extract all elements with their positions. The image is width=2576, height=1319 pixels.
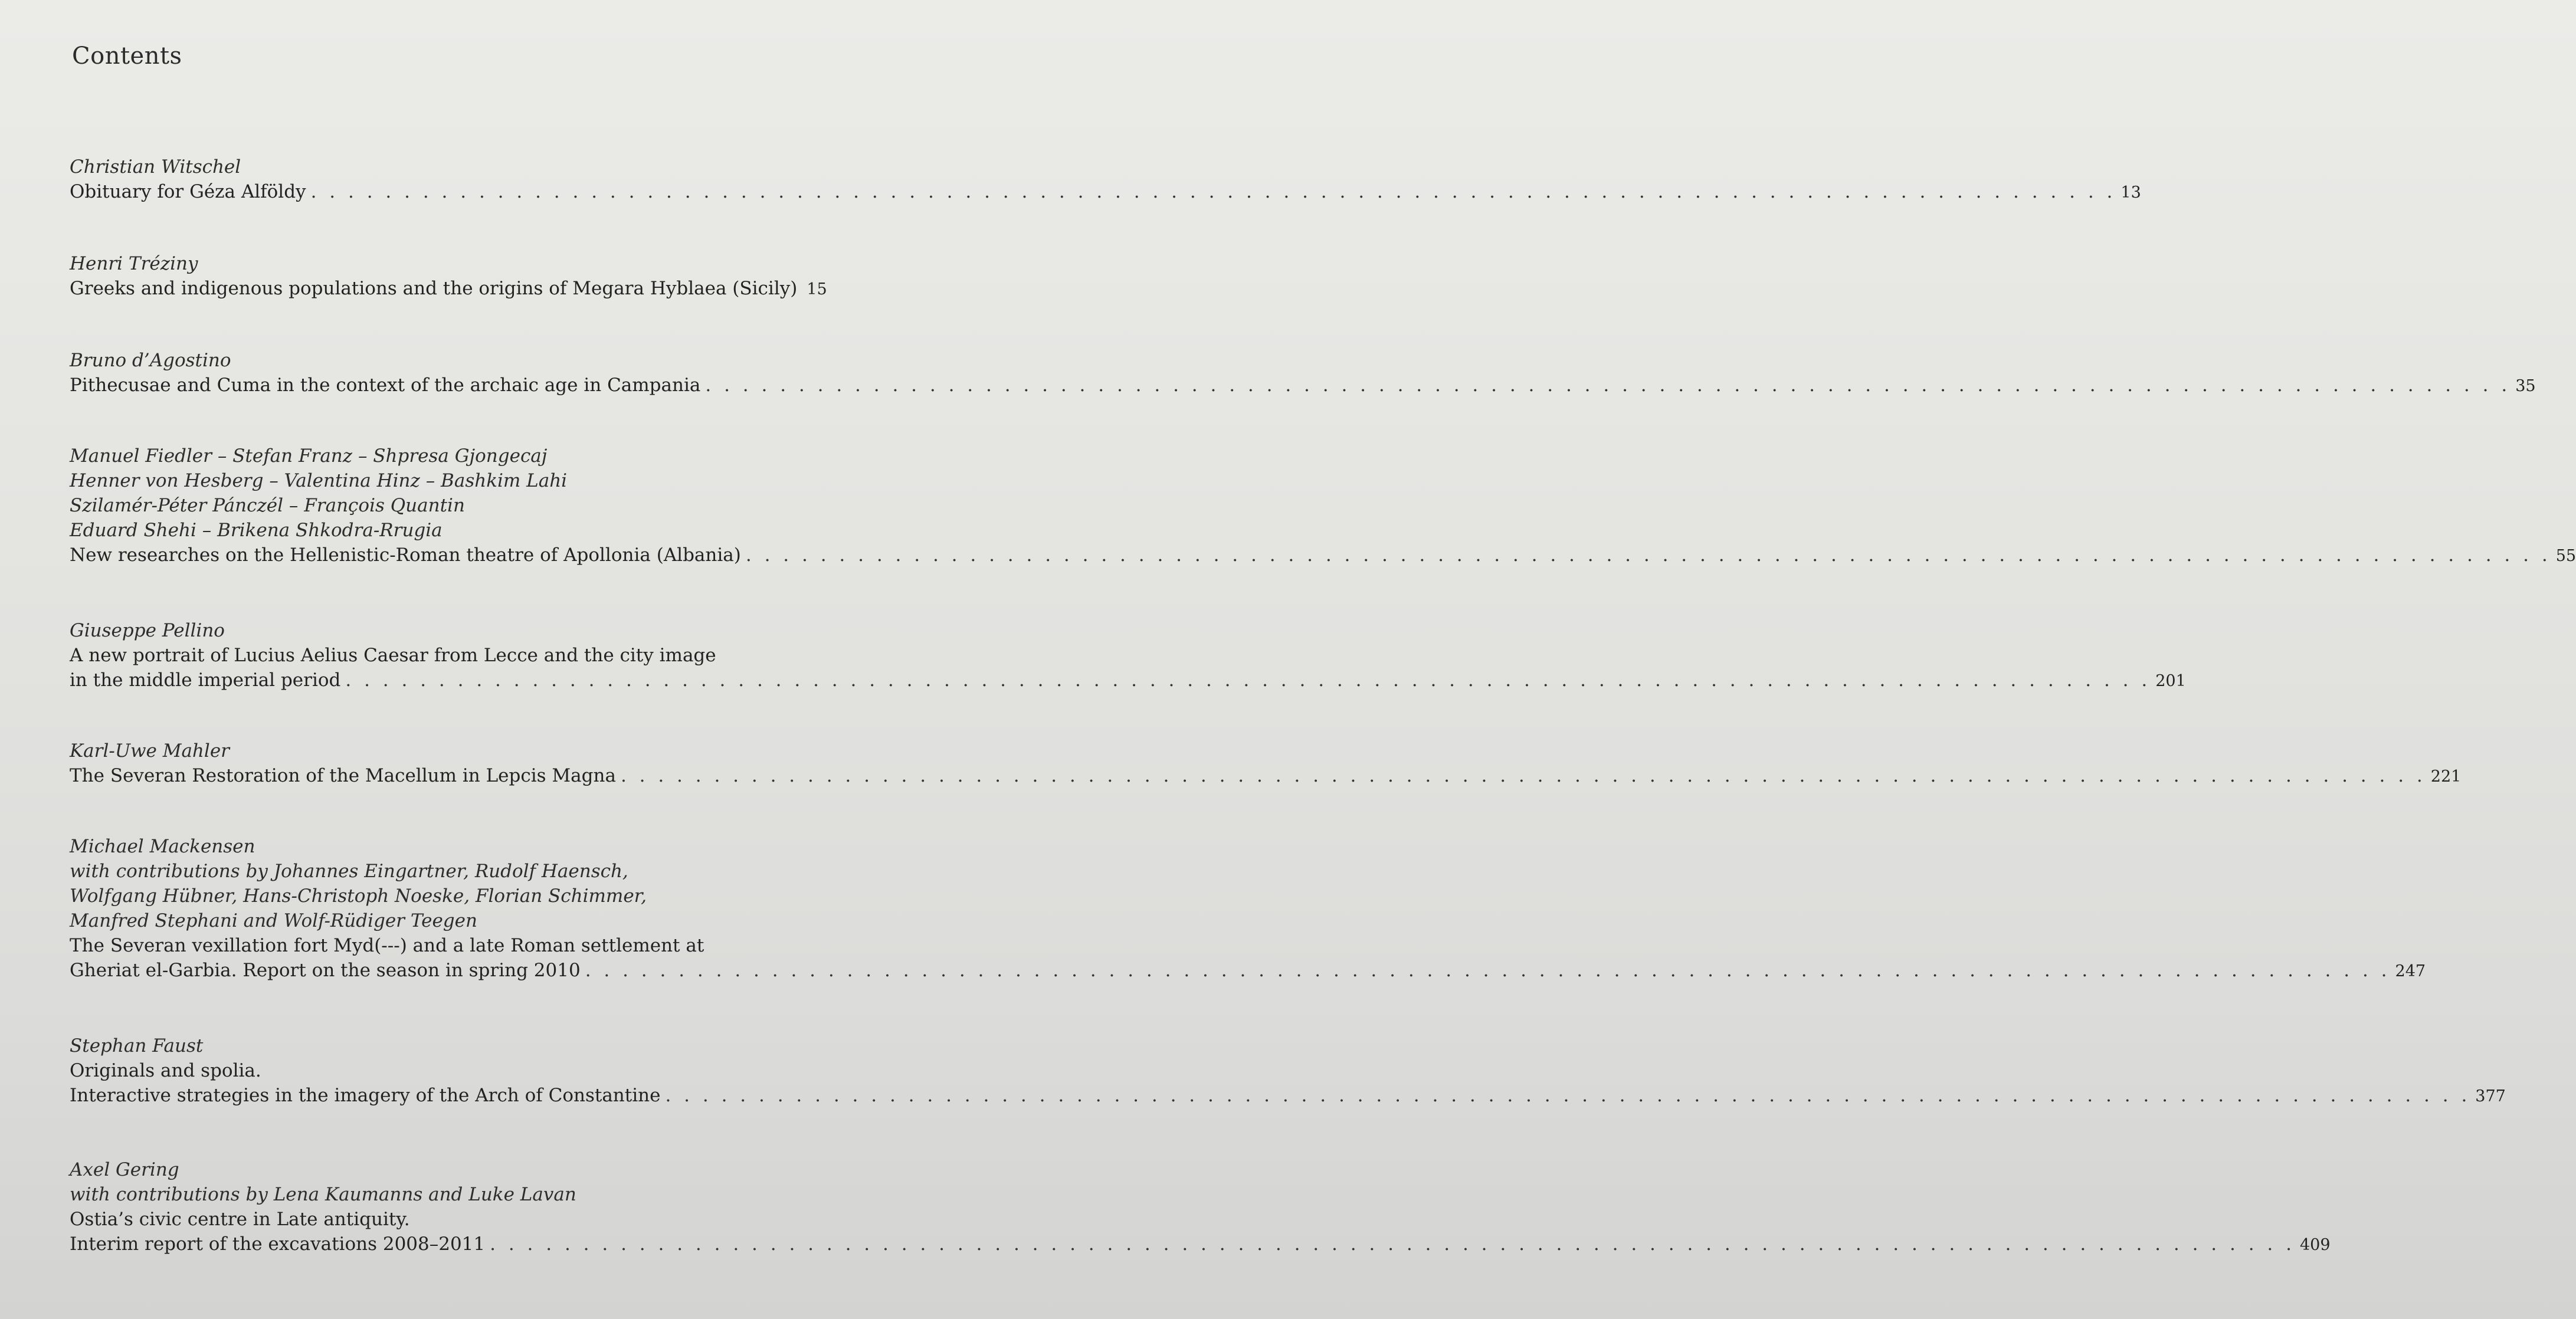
- toc-entry: [70, 348, 2536, 398]
- toc-title-line: A new portrait of Lucius Aelius Caesar from Lecce and the city image: [70, 645, 716, 666]
- toc-title-row: [70, 373, 2536, 398]
- toc-author: with contributions by Lena Kaumanns and Luke Lavan: [70, 1184, 576, 1205]
- dot-leader: . . . . . . . . . . . . . . . . . . . . . . . . . . . . . . . . . . . . . . . . . . . . . . . . . . . . . . . . . . . . . . . . . . . . . . . . . . . . . . . . . . . . . . . . . . . . . . . . .: [620, 765, 2426, 786]
- page-number: 201: [2155, 672, 2186, 690]
- toc-entry: [70, 444, 2576, 567]
- toc-title-row: [70, 763, 2462, 788]
- toc-title-row: [70, 1083, 2506, 1108]
- toc-author: Stephan Faust: [70, 1035, 204, 1056]
- toc-author: Giuseppe Pellino: [70, 620, 225, 641]
- page-number: 377: [2475, 1087, 2506, 1105]
- page-number: 35: [2515, 377, 2536, 395]
- toc-author: Michael Mackensen: [70, 836, 255, 857]
- toc-author: Karl-Uwe Mahler: [70, 740, 230, 762]
- toc-author: Henner von Hesberg – Valentina Hinz – Bashkim Lahi: [70, 470, 568, 491]
- toc-entry: [70, 251, 827, 301]
- page-number: 55: [2555, 547, 2576, 565]
- page-number: 15: [807, 280, 827, 298]
- toc-title: Interim report of the excavations 2008–2011: [70, 1233, 486, 1255]
- toc-title: Gheriat el-Garbia. Report on the season in spring 2010: [70, 960, 581, 981]
- toc-entry: [70, 1157, 2331, 1256]
- toc-title-row: [70, 668, 2186, 693]
- toc-entry: [70, 618, 2186, 693]
- toc-author: Szilamér-Péter Pánczél – François Quantin: [70, 495, 465, 516]
- toc-title: in the middle imperial period: [70, 670, 341, 691]
- page-number: 13: [2121, 183, 2141, 202]
- toc-author: Manfred Stephani and Wolf-Rüdiger Teegen: [70, 910, 477, 931]
- toc-author: Wolfgang Hübner, Hans-Christoph Noeske, Florian Schimmer,: [70, 885, 647, 907]
- toc-title: Pithecusae and Cuma in the context of the archaic age in Campania: [70, 375, 701, 396]
- toc-author: Eduard Shehi – Brikena Shkodra-Rrugia: [70, 520, 443, 541]
- toc-title: The Severan Restoration of the Macellum in Lepcis Magna: [70, 765, 616, 786]
- page-number: 409: [2299, 1236, 2331, 1254]
- toc-author: with contributions by Johannes Eingartner, Rudolf Haensch,: [70, 861, 628, 882]
- dot-leader: . . . . . . . . . . . . . . . . . . . . . . . . . . . . . . . . . . . . . . . . . . . . . . . . . . . . . . . . . . . . . . . . . . . . . . . . . . . . . . . . . . . . . . . . . . . . . . . . .: [310, 181, 2116, 202]
- toc-title-row: [70, 958, 2426, 983]
- toc-author: Christian Witschel: [70, 156, 241, 178]
- page-title: Contents: [72, 42, 182, 70]
- toc-author: Axel Gering: [70, 1159, 179, 1180]
- dot-leader: . . . . . . . . . . . . . . . . . . . . . . . . . . . . . . . . . . . . . . . . . . . . . . . . . . . . . . . . . . . . . . . . . . . . . . . . . . . . . . . . . . . . . . . . . . . . . . . . .: [665, 1085, 2471, 1106]
- toc-author: Bruno d’Agostino: [70, 350, 231, 371]
- toc-title: Obituary for Géza Alföldy: [70, 181, 306, 202]
- toc-author: Manuel Fiedler – Stefan Franz – Shpresa Gjongecaj: [70, 445, 548, 467]
- contents-page: [70, 0, 2576, 1319]
- toc-title-row: [70, 1232, 2331, 1256]
- toc-title-line: Ostia’s civic centre in Late antiquity.: [70, 1209, 410, 1230]
- toc-entry: [70, 1033, 2506, 1108]
- toc-entry: [70, 834, 2426, 983]
- page-number: 247: [2395, 962, 2426, 980]
- dot-leader: . . . . . . . . . . . . . . . . . . . . . . . . . . . . . . . . . . . . . . . . . . . . . . . . . . . . . . . . . . . . . . . . . . . . . . . . . . . . . . . . . . . . . . . . . . . . . . . . .: [490, 1233, 2295, 1255]
- toc-title-row: [70, 543, 2576, 567]
- toc-title-row: [70, 179, 2141, 204]
- dot-leader: . . . . . . . . . . . . . . . . . . . . . . . . . . . . . . . . . . . . . . . . . . . . . . . . . . . . . . . . . . . . . . . . . . . . . . . . . . . . . . . . . . . . . . . . . . . . . . . . .: [745, 544, 2551, 566]
- toc-author: Henri Tréziny: [70, 253, 198, 274]
- toc-entry: [70, 155, 2141, 204]
- toc-title-line: Originals and spolia.: [70, 1060, 261, 1081]
- toc-entry: [70, 739, 2462, 788]
- dot-leader: . . . . . . . . . . . . . . . . . . . . . . . . . . . . . . . . . . . . . . . . . . . . . . . . . . . . . . . . . . . . . . . . . . . . . . . . . . . . . . . . . . . . . . . . . . . . . . . . .: [705, 375, 2511, 396]
- toc-title-row: [70, 276, 827, 301]
- page-number: 221: [2430, 767, 2462, 786]
- dot-leader: . . . . . . . . . . . . . . . . . . . . . . . . . . . . . . . . . . . . . . . . . . . . . . . . . . . . . . . . . . . . . . . . . . . . . . . . . . . . . . . . . . . . . . . . . . . . . . . . .: [345, 670, 2151, 691]
- toc-title: New researches on the Hellenistic-Roman theatre of Apollonia (Albania): [70, 544, 741, 566]
- toc-title-line: The Severan vexillation fort Myd(---) and a late Roman settlement at: [70, 935, 704, 956]
- toc-title: Interactive strategies in the imagery of the Arch of Constantine: [70, 1085, 661, 1106]
- dot-leader: . . . . . . . . . . . . . . . . . . . . . . . . . . . . . . . . . . . . . . . . . . . . . . . . . . . . . . . . . . . . . . . . . . . . . . . . . . . . . . . . . . . . . . . . . . . . . . . . .: [585, 960, 2391, 981]
- toc-title: Greeks and indigenous populations and the origins of Megara Hyblaea (Sicily): [70, 278, 798, 299]
